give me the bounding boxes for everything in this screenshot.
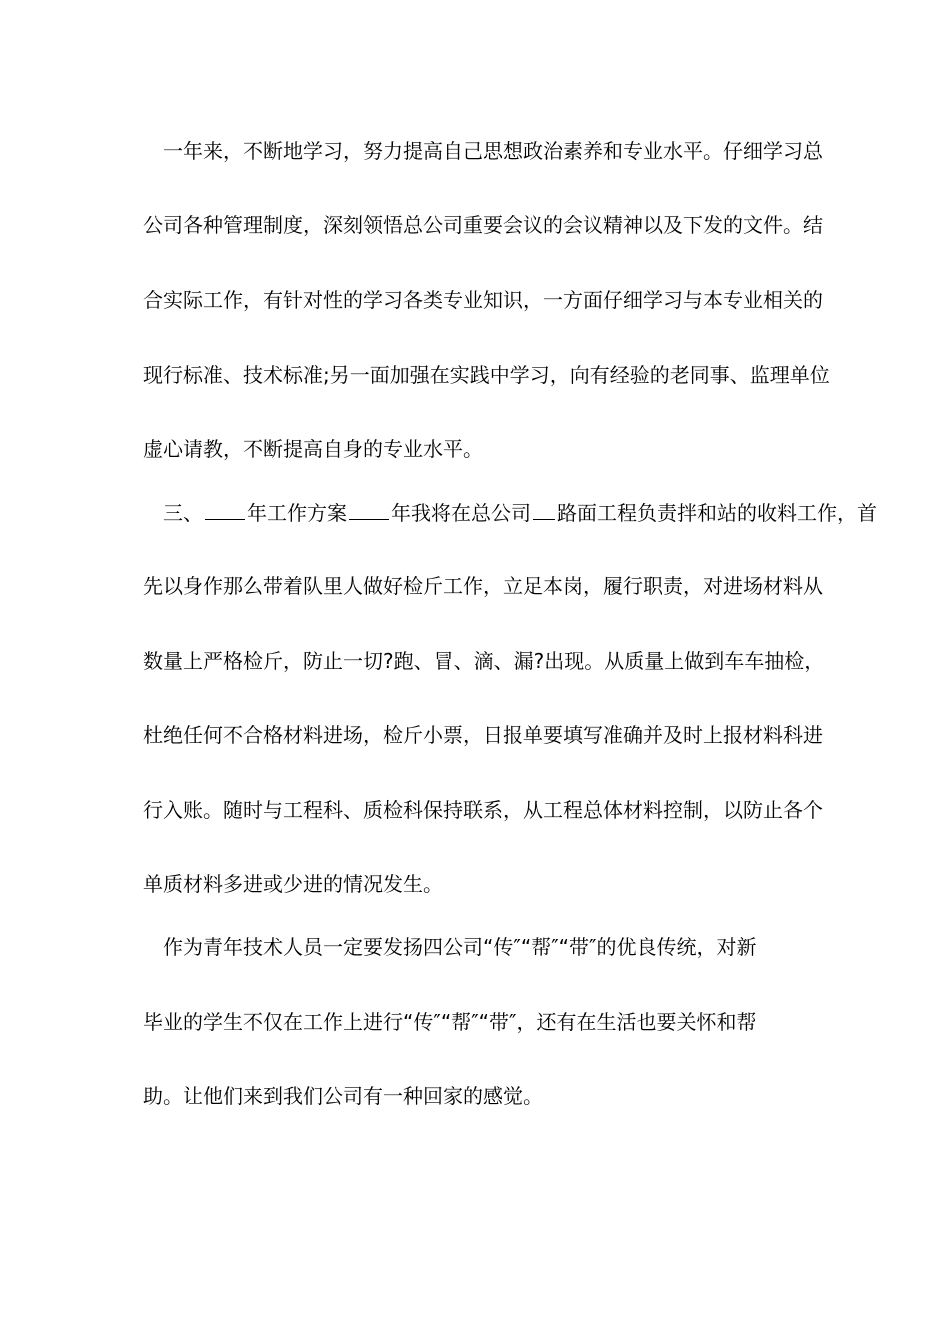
paragraph-3-line-1: 作为青年技术人员一定要发扬四公司“传″“帮″“带″的优良传统，对新 [163, 935, 757, 959]
paragraph-2-line-3: 数量上严格检斤，防止一切?跑、冒、滴、漏?出现。从质量上做到车车抽检， [143, 649, 825, 673]
paragraph-2-line-5: 行入账。随时与工程科、质检科保持联系，从工程总体材料控制，以防止各个 [143, 798, 823, 822]
paragraph-2-line-2: 先以身作那么带着队里人做好检斤工作，立足本岗，履行职责，对进场材料从 [143, 574, 823, 598]
section-heading-text: 年工作方案 [247, 501, 347, 525]
paragraph-2-fragment-a: 年我将在总公司 [391, 501, 531, 525]
blank-underline [205, 497, 245, 520]
paragraph-1-line-2: 公司各种管理制度，深刻领悟总公司重要会议的会议精神以及下发的文件。结 [143, 213, 823, 237]
paragraph-2-line-4: 杜绝任何不合格材料进场，检斤小票，日报单要填写准确并及时上报材料科进 [143, 723, 823, 747]
paragraph-1-line-1: 一年来，不断地学习，努力提高自己思想政治素养和专业水平。仔细学习总 [163, 139, 823, 163]
paragraph-3-line-3: 助。让他们来到我们公司有一种回家的感觉。 [143, 1084, 543, 1108]
paragraph-2-fragment-b: 路面工程负责拌和站的收料工作，首 [557, 501, 877, 525]
paragraph-1-line-5: 虚心请教，不断提高自身的专业水平。 [143, 437, 483, 461]
paragraph-1-line-4: 现行标准、技术标准;另一面加强在实践中学习，向有经验的老同事、监理单位 [143, 363, 830, 387]
paragraph-2-line-6: 单质材料多进或少进的情况发生。 [143, 872, 443, 896]
blank-underline [533, 497, 555, 520]
paragraph-3-line-2: 毕业的学生不仅在工作上进行“传″“帮″“带″，还有在生活也要关怀和帮 [143, 1010, 757, 1034]
section-number: 三、 [163, 501, 203, 525]
paragraph-1-line-3: 合实际工作，有针对性的学习各类专业知识，一方面仔细学习与本专业相关的 [143, 288, 823, 312]
blank-underline [349, 497, 389, 520]
paragraph-2-line-1 [163, 497, 877, 527]
